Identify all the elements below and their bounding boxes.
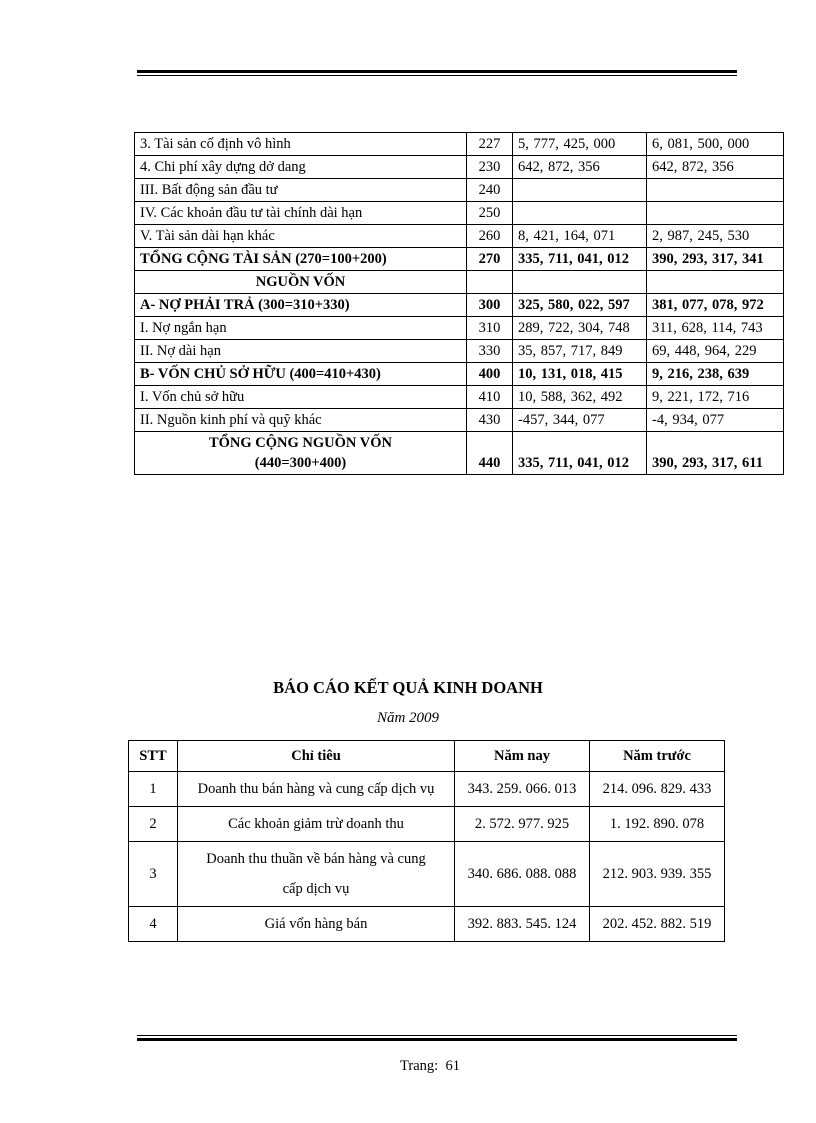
- row-stt: 3: [129, 842, 178, 907]
- row-indicator: Các khoản giảm trừ doanh thu: [178, 807, 455, 842]
- last-year-value: 6, 081, 500, 000: [647, 133, 784, 156]
- balance-sheet-table: [134, 132, 784, 475]
- section-heading: NGUỒN VỐN: [135, 271, 467, 294]
- header-rule: [137, 70, 737, 76]
- row-last-year: 214. 096. 829. 433: [590, 772, 725, 807]
- item-code: 430: [467, 409, 513, 432]
- table-row: [135, 409, 784, 432]
- last-year-value: [647, 271, 784, 294]
- last-year-value: 390, 293, 317, 341: [647, 248, 784, 271]
- section-heading-row: [135, 271, 784, 294]
- this-year-value: [513, 179, 647, 202]
- item-label: IV. Các khoản đầu tư tài chính dài hạn: [135, 202, 467, 225]
- table-row: [129, 772, 725, 807]
- item-code: 240: [467, 179, 513, 202]
- table-row: [129, 807, 725, 842]
- income-statement-table: [128, 740, 725, 942]
- table-header-row: [129, 741, 725, 772]
- item-label: TỔNG CỘNG NGUỒN VỐN (440=300+400): [135, 432, 467, 475]
- equity-row: [135, 363, 784, 386]
- item-code: 410: [467, 386, 513, 409]
- this-year-value: 642, 872, 356: [513, 156, 647, 179]
- table-row: [135, 386, 784, 409]
- footer-rule: [137, 1035, 737, 1041]
- row-last-year: 212. 903. 939. 355: [590, 842, 725, 907]
- this-year-value: 335, 711, 041, 012: [513, 248, 647, 271]
- liabilities-row: [135, 294, 784, 317]
- item-code: [467, 271, 513, 294]
- this-year-value: 289, 722, 304, 748: [513, 317, 647, 340]
- header-indicator: Chỉ tiêu: [178, 741, 455, 772]
- page-label: Trang:: [400, 1058, 439, 1074]
- last-year-value: 381, 077, 078, 972: [647, 294, 784, 317]
- this-year-value: [513, 271, 647, 294]
- row-indicator: Giá vốn hàng bán: [178, 907, 455, 942]
- item-label: I. Nợ ngắn hạn: [135, 317, 467, 340]
- table-row: [135, 225, 784, 248]
- item-label: A- NỢ PHẢI TRẢ (300=310+330): [135, 294, 467, 317]
- item-label: III. Bất động sản đầu tư: [135, 179, 467, 202]
- row-indicator: Doanh thu thuần về bán hàng và cung cấp dịch vụ: [178, 842, 455, 907]
- table-row: [135, 317, 784, 340]
- row-last-year: 1. 192. 890. 078: [590, 807, 725, 842]
- last-year-value: 69, 448, 964, 229: [647, 340, 784, 363]
- row-last-year: 202. 452. 882. 519: [590, 907, 725, 942]
- item-label: B- VỐN CHỦ SỞ HỮU (400=410+430): [135, 363, 467, 386]
- this-year-value: 325, 580, 022, 597: [513, 294, 647, 317]
- item-label: I. Vốn chủ sở hữu: [135, 386, 467, 409]
- item-code: 440: [467, 432, 513, 475]
- table-row: [135, 202, 784, 225]
- this-year-value: [513, 202, 647, 225]
- table-row: [135, 133, 784, 156]
- table-row: [135, 340, 784, 363]
- row-indicator: Doanh thu bán hàng và cung cấp dịch vụ: [178, 772, 455, 807]
- this-year-value: 335, 711, 041, 012: [513, 432, 647, 475]
- row-stt: 2: [129, 807, 178, 842]
- row-this-year: 392. 883. 545. 124: [455, 907, 590, 942]
- item-code: 330: [467, 340, 513, 363]
- this-year-value: 5, 777, 425, 000: [513, 133, 647, 156]
- table-row: [129, 907, 725, 942]
- this-year-value: 35, 857, 717, 849: [513, 340, 647, 363]
- item-label: II. Nguồn kinh phí và quỹ khác: [135, 409, 467, 432]
- total-sources-row: [135, 432, 784, 475]
- item-code: 250: [467, 202, 513, 225]
- this-year-value: 10, 588, 362, 492: [513, 386, 647, 409]
- last-year-value: [647, 202, 784, 225]
- this-year-value: 8, 421, 164, 071: [513, 225, 647, 248]
- income-statement-year: Năm 2009: [376, 710, 440, 726]
- item-code: 230: [467, 156, 513, 179]
- this-year-value: -457, 344, 077: [513, 409, 647, 432]
- row-this-year: 2. 572. 977. 925: [455, 807, 590, 842]
- total-assets-row: [135, 248, 784, 271]
- table-row: [135, 179, 784, 202]
- item-code: 270: [467, 248, 513, 271]
- header-stt: STT: [129, 741, 178, 772]
- header-last-year: Năm trước: [590, 741, 725, 772]
- last-year-value: 2, 987, 245, 530: [647, 225, 784, 248]
- last-year-value: 9, 221, 172, 716: [647, 386, 784, 409]
- last-year-value: -4, 934, 077: [647, 409, 784, 432]
- item-code: 300: [467, 294, 513, 317]
- header-this-year: Năm nay: [455, 741, 590, 772]
- item-code: 310: [467, 317, 513, 340]
- item-code: 260: [467, 225, 513, 248]
- this-year-value: 10, 131, 018, 415: [513, 363, 647, 386]
- table-row: [135, 156, 784, 179]
- last-year-value: 390, 293, 317, 611: [647, 432, 784, 475]
- row-this-year: 340. 686. 088. 088: [455, 842, 590, 907]
- row-stt: 4: [129, 907, 178, 942]
- income-statement-title: BÁO CÁO KẾT QUẢ KINH DOANH: [273, 678, 543, 697]
- item-label: TỔNG CỘNG TÀI SẢN (270=100+200): [135, 248, 467, 271]
- item-label: 3. Tài sản cố định vô hình: [135, 133, 467, 156]
- item-label: V. Tài sản dài hạn khác: [135, 225, 467, 248]
- last-year-value: 9, 216, 238, 639: [647, 363, 784, 386]
- item-label: II. Nợ dài hạn: [135, 340, 467, 363]
- table-row: [129, 842, 725, 907]
- last-year-value: 642, 872, 356: [647, 156, 784, 179]
- page-number: 61: [445, 1058, 460, 1074]
- item-code: 227: [467, 133, 513, 156]
- page-footer: [0, 1058, 816, 1075]
- row-this-year: 343. 259. 066. 013: [455, 772, 590, 807]
- item-code: 400: [467, 363, 513, 386]
- last-year-value: 311, 628, 114, 743: [647, 317, 784, 340]
- last-year-value: [647, 179, 784, 202]
- row-stt: 1: [129, 772, 178, 807]
- item-label: 4. Chi phí xây dựng dở dang: [135, 156, 467, 179]
